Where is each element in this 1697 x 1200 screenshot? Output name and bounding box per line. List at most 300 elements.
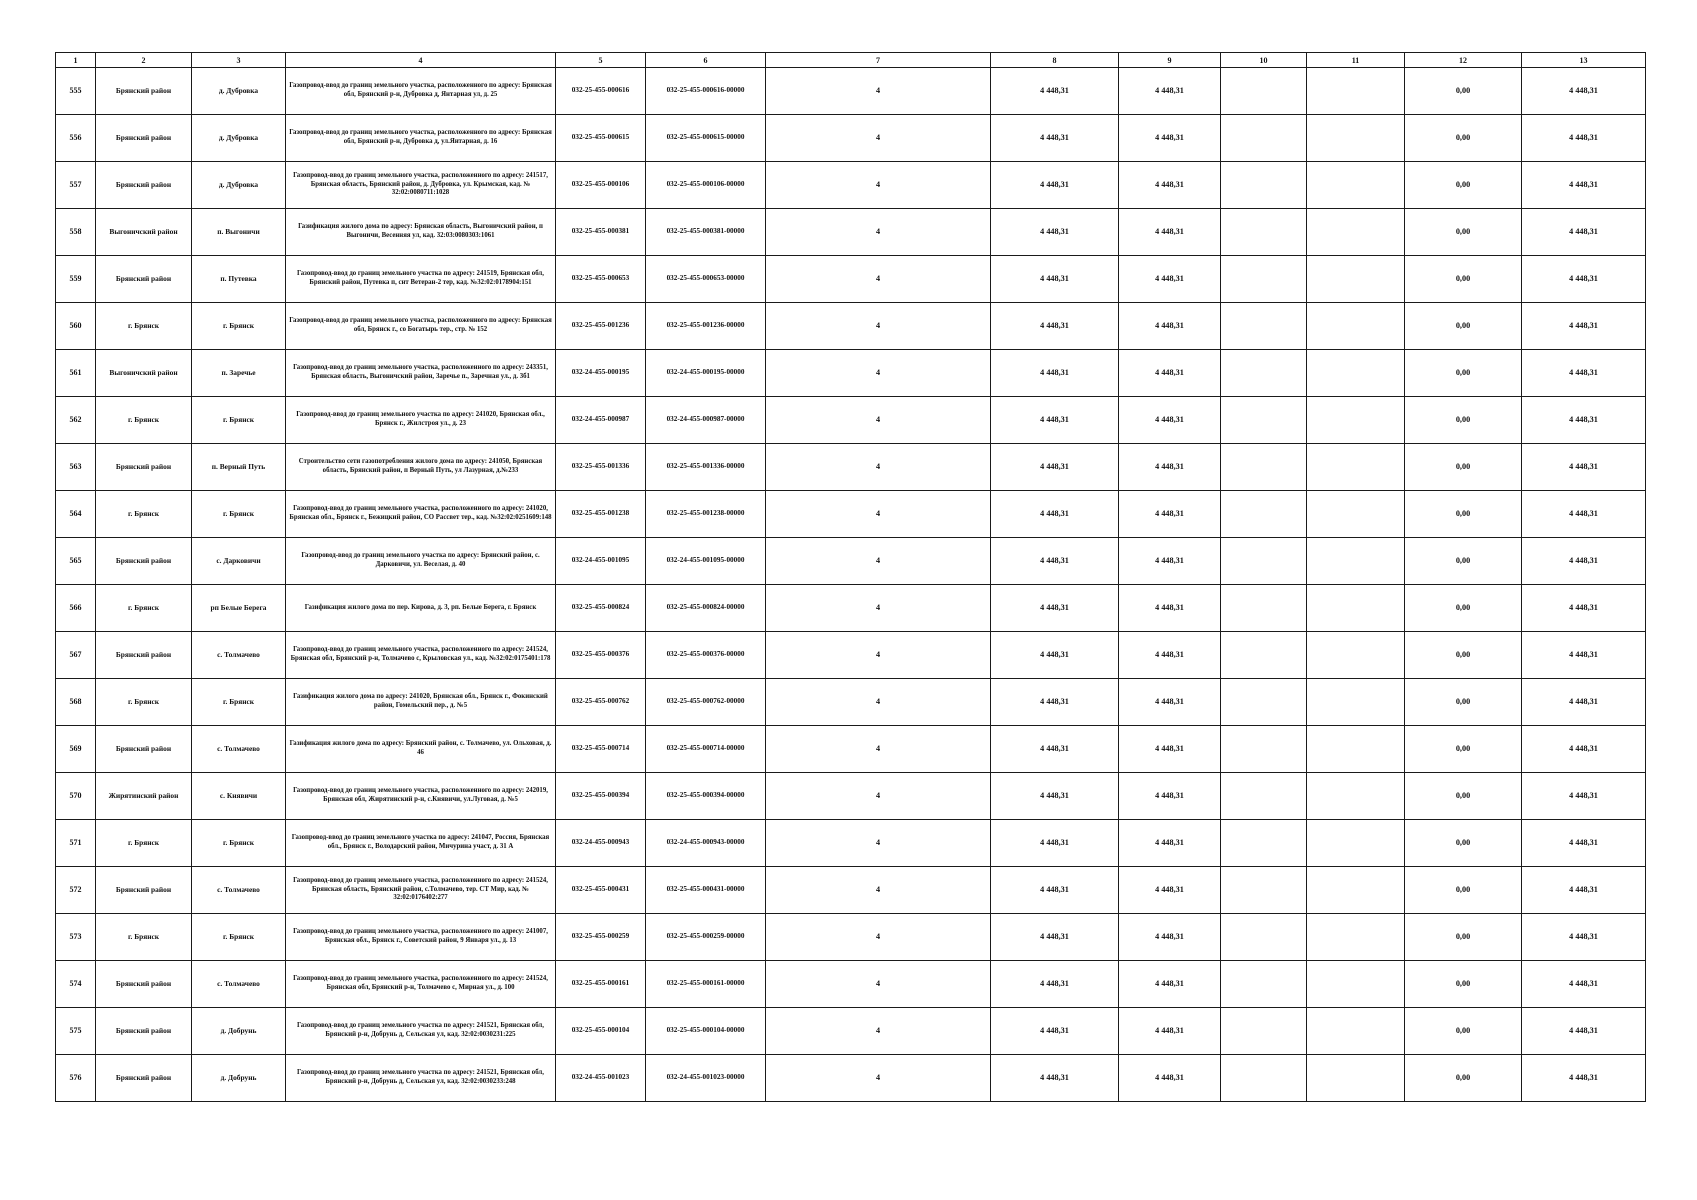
column-13-amount-cell: 4 448,31 (1522, 867, 1646, 914)
column-9-amount-cell: 4 448,31 (1119, 444, 1221, 491)
column-11-cell (1307, 444, 1405, 491)
row-number-cell: 574 (56, 961, 96, 1008)
column-7-cell: 4 (766, 867, 991, 914)
table-row (56, 1055, 1646, 1102)
object-full-code-cell: 032-25-455-000653-00000 (646, 256, 766, 303)
column-9-amount-cell: 4 448,31 (1119, 115, 1221, 162)
column-13-amount-cell: 4 448,31 (1522, 773, 1646, 820)
object-code-cell: 032-25-455-000376 (556, 632, 646, 679)
table-row (56, 209, 1646, 256)
row-number-cell: 570 (56, 773, 96, 820)
object-description-cell: Газопровод-ввод до границ земельного участка, расположенного по адресу: Брянская обл, Брянский р-н, Дубровка д, Янтарная ул, д. 25 (286, 68, 556, 115)
column-7-cell: 4 (766, 350, 991, 397)
district-cell: Брянский район (96, 68, 192, 115)
column-13-amount-cell: 4 448,31 (1522, 585, 1646, 632)
column-7-cell: 4 (766, 961, 991, 1008)
district-cell: г. Брянск (96, 585, 192, 632)
column-8-amount-cell: 4 448,31 (991, 491, 1119, 538)
column-8-amount-cell: 4 448,31 (991, 1055, 1119, 1102)
column-12-amount-cell: 0,00 (1405, 350, 1522, 397)
column-13-amount-cell: 4 448,31 (1522, 115, 1646, 162)
object-full-code-cell: 032-25-455-000104-00000 (646, 1008, 766, 1055)
settlement-cell: д. Дубровка (192, 68, 286, 115)
column-13-amount-cell: 4 448,31 (1522, 914, 1646, 961)
district-cell: Брянский район (96, 867, 192, 914)
object-code-cell: 032-25-455-000824 (556, 585, 646, 632)
object-description-cell: Газопровод-ввод до границ земельного участка, расположенного по адресу: Брянская обл, Брянский р-н, Дубровка д, ул.Янтарная, д. 16 (286, 115, 556, 162)
object-full-code-cell: 032-24-455-000987-00000 (646, 397, 766, 444)
object-full-code-cell: 032-25-455-000714-00000 (646, 726, 766, 773)
settlement-cell: г. Брянск (192, 491, 286, 538)
district-cell: г. Брянск (96, 397, 192, 444)
column-13-amount-cell: 4 448,31 (1522, 303, 1646, 350)
column-8-amount-cell: 4 448,31 (991, 914, 1119, 961)
column-13-amount-cell: 4 448,31 (1522, 491, 1646, 538)
column-9-amount-cell: 4 448,31 (1119, 632, 1221, 679)
table-row (56, 303, 1646, 350)
column-10-cell (1221, 726, 1307, 773)
column-9-amount-cell: 4 448,31 (1119, 491, 1221, 538)
column-9-amount-cell: 4 448,31 (1119, 914, 1221, 961)
column-12-amount-cell: 0,00 (1405, 303, 1522, 350)
column-9-amount-cell: 4 448,31 (1119, 1055, 1221, 1102)
object-full-code-cell: 032-25-455-001336-00000 (646, 444, 766, 491)
column-12-amount-cell: 0,00 (1405, 914, 1522, 961)
object-description-cell: Газопровод-ввод до границ земельного участка, расположенного по адресу: 241524, Брянская область, Брянский район, с.Толмачево, тер. СТ Мир, кад. № 32:02:0176402:277 (286, 867, 556, 914)
table-body (56, 68, 1646, 1102)
column-10-cell (1221, 350, 1307, 397)
settlement-cell: п. Путевка (192, 256, 286, 303)
column-7-cell: 4 (766, 1055, 991, 1102)
column-header-12: 12 (1405, 53, 1522, 68)
object-code-cell: 032-25-455-000259 (556, 914, 646, 961)
object-full-code-cell: 032-24-455-000195-00000 (646, 350, 766, 397)
column-13-amount-cell: 4 448,31 (1522, 538, 1646, 585)
column-10-cell (1221, 820, 1307, 867)
column-10-cell (1221, 773, 1307, 820)
district-cell: Брянский район (96, 256, 192, 303)
table-row (56, 115, 1646, 162)
column-7-cell: 4 (766, 209, 991, 256)
column-11-cell (1307, 491, 1405, 538)
column-8-amount-cell: 4 448,31 (991, 961, 1119, 1008)
column-10-cell (1221, 68, 1307, 115)
object-description-cell: Газопровод-ввод до границ земельного участка, расположенного по адресу: 243351, Брянская область, Выгоничский район, Заречье п., Заречная ул., д. 3б1 (286, 350, 556, 397)
column-9-amount-cell: 4 448,31 (1119, 68, 1221, 115)
column-11-cell (1307, 256, 1405, 303)
column-9-amount-cell: 4 448,31 (1119, 961, 1221, 1008)
column-header-2: 2 (96, 53, 192, 68)
object-code-cell: 032-24-455-001095 (556, 538, 646, 585)
column-13-amount-cell: 4 448,31 (1522, 350, 1646, 397)
column-11-cell (1307, 303, 1405, 350)
object-code-cell: 032-25-455-000381 (556, 209, 646, 256)
table-row (56, 350, 1646, 397)
district-cell: г. Брянск (96, 679, 192, 726)
column-10-cell (1221, 303, 1307, 350)
object-code-cell: 032-25-455-000616 (556, 68, 646, 115)
table-row (56, 867, 1646, 914)
column-header-10: 10 (1221, 53, 1307, 68)
object-description-cell: Газопровод-ввод до границ земельного участка по адресу: 241047, Россия, Брянская обл., Брянск г., Володарский район, Мичурина участ, д. 31 А (286, 820, 556, 867)
object-code-cell: 032-25-455-000106 (556, 162, 646, 209)
object-full-code-cell: 032-25-455-000259-00000 (646, 914, 766, 961)
column-13-amount-cell: 4 448,31 (1522, 444, 1646, 491)
settlement-cell: д. Добрунь (192, 1055, 286, 1102)
object-full-code-cell: 032-24-455-000943-00000 (646, 820, 766, 867)
row-number-cell: 576 (56, 1055, 96, 1102)
column-11-cell (1307, 162, 1405, 209)
column-7-cell: 4 (766, 726, 991, 773)
row-number-cell: 573 (56, 914, 96, 961)
object-code-cell: 032-25-455-000762 (556, 679, 646, 726)
settlement-cell: с. Толмачево (192, 961, 286, 1008)
column-11-cell (1307, 538, 1405, 585)
column-8-amount-cell: 4 448,31 (991, 68, 1119, 115)
column-header-6: 6 (646, 53, 766, 68)
column-9-amount-cell: 4 448,31 (1119, 726, 1221, 773)
column-9-amount-cell: 4 448,31 (1119, 303, 1221, 350)
column-10-cell (1221, 867, 1307, 914)
header-row (56, 53, 1646, 68)
object-description-cell: Газопровод-ввод до границ земельного участка, расположенного по адресу: 241517, Брянская область, Брянский район, д. Дубровка, ул. Крымская, кад. № 32:02:0080711:1028 (286, 162, 556, 209)
object-description-cell: Газификация жилого дома по адресу: Брянская область, Выгоничский район, п Выгоничи, Весенняя ул, кад. 32:03:0080303:1061 (286, 209, 556, 256)
row-number-cell: 564 (56, 491, 96, 538)
column-7-cell: 4 (766, 491, 991, 538)
column-header-7: 7 (766, 53, 991, 68)
column-9-amount-cell: 4 448,31 (1119, 585, 1221, 632)
settlement-cell: г. Брянск (192, 397, 286, 444)
district-cell: г. Брянск (96, 914, 192, 961)
settlement-cell: с. Толмачево (192, 632, 286, 679)
settlement-cell: г. Брянск (192, 820, 286, 867)
district-cell: Брянский район (96, 961, 192, 1008)
column-12-amount-cell: 0,00 (1405, 115, 1522, 162)
column-13-amount-cell: 4 448,31 (1522, 256, 1646, 303)
object-full-code-cell: 032-25-455-000616-00000 (646, 68, 766, 115)
object-code-cell: 032-25-455-000394 (556, 773, 646, 820)
column-7-cell: 4 (766, 820, 991, 867)
column-8-amount-cell: 4 448,31 (991, 1008, 1119, 1055)
column-12-amount-cell: 0,00 (1405, 209, 1522, 256)
column-11-cell (1307, 397, 1405, 444)
district-cell: Брянский район (96, 115, 192, 162)
column-11-cell (1307, 68, 1405, 115)
object-code-cell: 032-24-455-000195 (556, 350, 646, 397)
column-header-5: 5 (556, 53, 646, 68)
object-code-cell: 032-25-455-001236 (556, 303, 646, 350)
column-12-amount-cell: 0,00 (1405, 773, 1522, 820)
settlement-cell: д. Дубровка (192, 115, 286, 162)
column-11-cell (1307, 679, 1405, 726)
object-description-cell: Газопровод-ввод до границ земельного участка, расположенного по адресу: 241524, Брянская обл, Брянский р-н, Толмачево с, Крыловская ул., кад. №32:02:0175401:178 (286, 632, 556, 679)
column-header-8: 8 (991, 53, 1119, 68)
column-11-cell (1307, 914, 1405, 961)
column-9-amount-cell: 4 448,31 (1119, 773, 1221, 820)
column-8-amount-cell: 4 448,31 (991, 632, 1119, 679)
column-7-cell: 4 (766, 115, 991, 162)
object-code-cell: 032-25-455-000161 (556, 961, 646, 1008)
object-full-code-cell: 032-25-455-001236-00000 (646, 303, 766, 350)
row-number-cell: 569 (56, 726, 96, 773)
table-row (56, 491, 1646, 538)
column-9-amount-cell: 4 448,31 (1119, 209, 1221, 256)
table-row (56, 162, 1646, 209)
table-row (56, 632, 1646, 679)
table-row (56, 1008, 1646, 1055)
district-cell: Брянский район (96, 1055, 192, 1102)
column-10-cell (1221, 538, 1307, 585)
row-number-cell: 566 (56, 585, 96, 632)
column-13-amount-cell: 4 448,31 (1522, 209, 1646, 256)
column-8-amount-cell: 4 448,31 (991, 726, 1119, 773)
district-cell: г. Брянск (96, 820, 192, 867)
settlement-cell: с. Толмачево (192, 726, 286, 773)
object-full-code-cell: 032-25-455-000824-00000 (646, 585, 766, 632)
column-8-amount-cell: 4 448,31 (991, 867, 1119, 914)
column-11-cell (1307, 820, 1405, 867)
column-10-cell (1221, 1008, 1307, 1055)
register-table (55, 52, 1646, 1102)
column-13-amount-cell: 4 448,31 (1522, 632, 1646, 679)
column-8-amount-cell: 4 448,31 (991, 397, 1119, 444)
settlement-cell: п. Заречье (192, 350, 286, 397)
column-13-amount-cell: 4 448,31 (1522, 961, 1646, 1008)
object-full-code-cell: 032-25-455-001238-00000 (646, 491, 766, 538)
object-description-cell: Газопровод-ввод до границ земельного участка по адресу: Брянский район, с. Дарковичи, ул. Веселая, д. 40 (286, 538, 556, 585)
column-11-cell (1307, 632, 1405, 679)
column-13-amount-cell: 4 448,31 (1522, 820, 1646, 867)
column-9-amount-cell: 4 448,31 (1119, 679, 1221, 726)
column-9-amount-cell: 4 448,31 (1119, 350, 1221, 397)
row-number-cell: 561 (56, 350, 96, 397)
column-11-cell (1307, 1055, 1405, 1102)
district-cell: Брянский район (96, 538, 192, 585)
column-13-amount-cell: 4 448,31 (1522, 726, 1646, 773)
settlement-cell: п. Выгоничи (192, 209, 286, 256)
column-7-cell: 4 (766, 68, 991, 115)
object-code-cell: 032-25-455-000104 (556, 1008, 646, 1055)
column-7-cell: 4 (766, 162, 991, 209)
column-12-amount-cell: 0,00 (1405, 491, 1522, 538)
column-header-4: 4 (286, 53, 556, 68)
settlement-cell: д. Добрунь (192, 1008, 286, 1055)
object-full-code-cell: 032-25-455-000376-00000 (646, 632, 766, 679)
row-number-cell: 571 (56, 820, 96, 867)
column-12-amount-cell: 0,00 (1405, 538, 1522, 585)
table-row (56, 585, 1646, 632)
row-number-cell: 565 (56, 538, 96, 585)
column-10-cell (1221, 632, 1307, 679)
row-number-cell: 562 (56, 397, 96, 444)
object-full-code-cell: 032-25-455-000394-00000 (646, 773, 766, 820)
row-number-cell: 572 (56, 867, 96, 914)
object-full-code-cell: 032-25-455-000106-00000 (646, 162, 766, 209)
column-12-amount-cell: 0,00 (1405, 632, 1522, 679)
column-11-cell (1307, 585, 1405, 632)
row-number-cell: 558 (56, 209, 96, 256)
column-8-amount-cell: 4 448,31 (991, 162, 1119, 209)
column-8-amount-cell: 4 448,31 (991, 444, 1119, 491)
column-11-cell (1307, 209, 1405, 256)
row-number-cell: 575 (56, 1008, 96, 1055)
column-7-cell: 4 (766, 914, 991, 961)
column-10-cell (1221, 162, 1307, 209)
column-8-amount-cell: 4 448,31 (991, 350, 1119, 397)
object-code-cell: 032-25-455-000714 (556, 726, 646, 773)
object-description-cell: Газопровод-ввод до границ земельного участка, расположенного по адресу: Брянская обл, Брянск г., со Богатырь тер., стр. № 152 (286, 303, 556, 350)
settlement-cell: рп Белые Берега (192, 585, 286, 632)
district-cell: Брянский район (96, 444, 192, 491)
column-10-cell (1221, 914, 1307, 961)
object-description-cell: Газопровод-ввод до границ земельного участка, расположенного по адресу: 242019, Брянская обл, Жирятинский р-н, с.Княвичи, ул.Луговая, д. №5 (286, 773, 556, 820)
column-8-amount-cell: 4 448,31 (991, 209, 1119, 256)
column-8-amount-cell: 4 448,31 (991, 679, 1119, 726)
column-10-cell (1221, 585, 1307, 632)
district-cell: Брянский район (96, 162, 192, 209)
column-7-cell: 4 (766, 679, 991, 726)
district-cell: Выгоничский район (96, 350, 192, 397)
object-full-code-cell: 032-25-455-000431-00000 (646, 867, 766, 914)
column-12-amount-cell: 0,00 (1405, 1055, 1522, 1102)
column-11-cell (1307, 867, 1405, 914)
object-description-cell: Газификация жилого дома по адресу: 241020, Брянская обл., Брянск г., Фокинский район, Гомельский пер., д. №5 (286, 679, 556, 726)
column-13-amount-cell: 4 448,31 (1522, 68, 1646, 115)
column-header-13: 13 (1522, 53, 1646, 68)
settlement-cell: п. Верный Путь (192, 444, 286, 491)
table-row (56, 726, 1646, 773)
column-12-amount-cell: 0,00 (1405, 397, 1522, 444)
settlement-cell: с. Толмачево (192, 867, 286, 914)
column-12-amount-cell: 0,00 (1405, 820, 1522, 867)
object-description-cell: Газификация жилого дома по адресу: Брянский район, с. Толмачево, ул. Ольховая, д. 46 (286, 726, 556, 773)
column-9-amount-cell: 4 448,31 (1119, 162, 1221, 209)
column-11-cell (1307, 1008, 1405, 1055)
object-full-code-cell: 032-24-455-001023-00000 (646, 1055, 766, 1102)
column-7-cell: 4 (766, 538, 991, 585)
column-8-amount-cell: 4 448,31 (991, 773, 1119, 820)
row-number-cell: 559 (56, 256, 96, 303)
row-number-cell: 568 (56, 679, 96, 726)
column-7-cell: 4 (766, 256, 991, 303)
column-10-cell (1221, 1055, 1307, 1102)
column-header-9: 9 (1119, 53, 1221, 68)
object-code-cell: 032-25-455-001238 (556, 491, 646, 538)
row-number-cell: 560 (56, 303, 96, 350)
object-full-code-cell: 032-24-455-001095-00000 (646, 538, 766, 585)
column-13-amount-cell: 4 448,31 (1522, 162, 1646, 209)
district-cell: Выгоничский район (96, 209, 192, 256)
table-row (56, 397, 1646, 444)
column-7-cell: 4 (766, 773, 991, 820)
column-7-cell: 4 (766, 632, 991, 679)
column-12-amount-cell: 0,00 (1405, 867, 1522, 914)
column-9-amount-cell: 4 448,31 (1119, 1008, 1221, 1055)
column-7-cell: 4 (766, 397, 991, 444)
column-8-amount-cell: 4 448,31 (991, 303, 1119, 350)
column-13-amount-cell: 4 448,31 (1522, 397, 1646, 444)
column-11-cell (1307, 350, 1405, 397)
column-12-amount-cell: 0,00 (1405, 679, 1522, 726)
column-12-amount-cell: 0,00 (1405, 162, 1522, 209)
column-10-cell (1221, 115, 1307, 162)
object-description-cell: Газопровод-ввод до границ земельного участка по адресу: 241519, Брянская обл, Брянский район, Путевка п, снт Ветеран-2 тер, кад. №32:02:0178904:151 (286, 256, 556, 303)
column-9-amount-cell: 4 448,31 (1119, 538, 1221, 585)
object-full-code-cell: 032-25-455-000762-00000 (646, 679, 766, 726)
column-9-amount-cell: 4 448,31 (1119, 397, 1221, 444)
column-7-cell: 4 (766, 444, 991, 491)
object-code-cell: 032-24-455-001023 (556, 1055, 646, 1102)
row-number-cell: 563 (56, 444, 96, 491)
column-12-amount-cell: 0,00 (1405, 961, 1522, 1008)
district-cell: г. Брянск (96, 303, 192, 350)
column-10-cell (1221, 679, 1307, 726)
column-10-cell (1221, 397, 1307, 444)
object-code-cell: 032-25-455-000615 (556, 115, 646, 162)
object-code-cell: 032-25-455-000653 (556, 256, 646, 303)
table-row (56, 538, 1646, 585)
object-description-cell: Газификация жилого дома по пер. Кирова, д. 3, рп. Белые Берега, г. Брянск (286, 585, 556, 632)
table-row (56, 256, 1646, 303)
column-13-amount-cell: 4 448,31 (1522, 1055, 1646, 1102)
table-row (56, 820, 1646, 867)
settlement-cell: с. Дарковичи (192, 538, 286, 585)
column-7-cell: 4 (766, 303, 991, 350)
column-12-amount-cell: 0,00 (1405, 68, 1522, 115)
settlement-cell: с. Княвичи (192, 773, 286, 820)
settlement-cell: г. Брянск (192, 914, 286, 961)
column-7-cell: 4 (766, 1008, 991, 1055)
object-code-cell: 032-24-455-000987 (556, 397, 646, 444)
district-cell: г. Брянск (96, 491, 192, 538)
column-10-cell (1221, 256, 1307, 303)
column-8-amount-cell: 4 448,31 (991, 585, 1119, 632)
column-8-amount-cell: 4 448,31 (991, 256, 1119, 303)
column-11-cell (1307, 961, 1405, 1008)
district-cell: Брянский район (96, 1008, 192, 1055)
column-10-cell (1221, 961, 1307, 1008)
column-12-amount-cell: 0,00 (1405, 1008, 1522, 1055)
column-11-cell (1307, 773, 1405, 820)
column-9-amount-cell: 4 448,31 (1119, 256, 1221, 303)
object-description-cell: Газопровод-ввод до границ земельного участка по адресу: 241020, Брянская обл., Брянск г., Жилстроя ул., д. 23 (286, 397, 556, 444)
settlement-cell: г. Брянск (192, 679, 286, 726)
table-row (56, 961, 1646, 1008)
column-10-cell (1221, 444, 1307, 491)
column-8-amount-cell: 4 448,31 (991, 820, 1119, 867)
object-full-code-cell: 032-25-455-000161-00000 (646, 961, 766, 1008)
object-full-code-cell: 032-25-455-000615-00000 (646, 115, 766, 162)
column-12-amount-cell: 0,00 (1405, 256, 1522, 303)
column-12-amount-cell: 0,00 (1405, 726, 1522, 773)
object-description-cell: Строительство сети газопотребления жилого дома по адресу: 241050, Брянская область, Брянский район, п Верный Путь, ул Лазурная, д.№233 (286, 444, 556, 491)
object-full-code-cell: 032-25-455-000381-00000 (646, 209, 766, 256)
column-header-1: 1 (56, 53, 96, 68)
column-10-cell (1221, 491, 1307, 538)
object-description-cell: Газопровод-ввод до границ земельного участка, расположенного по адресу: 241007, Брянская обл., Брянск г., Советский район, 9 Января ул., д. 13 (286, 914, 556, 961)
district-cell: Брянский район (96, 726, 192, 773)
object-description-cell: Газопровод-ввод до границ земельного участка по адресу: 241521, Брянская обл, Брянский р-н, Добрунь д, Сельская ул, кад. 32:02:0030231:225 (286, 1008, 556, 1055)
table-row (56, 68, 1646, 115)
object-description-cell: Газопровод-ввод до границ земельного участка по адресу: 241521, Брянская обл, Брянский р-н, Добрунь д, Сельская ул, кад. 32:02:0030233:248 (286, 1055, 556, 1102)
object-code-cell: 032-24-455-000943 (556, 820, 646, 867)
row-number-cell: 567 (56, 632, 96, 679)
column-13-amount-cell: 4 448,31 (1522, 1008, 1646, 1055)
column-header-3: 3 (192, 53, 286, 68)
district-cell: Жирятинский район (96, 773, 192, 820)
table-row (56, 914, 1646, 961)
object-code-cell: 032-25-455-000431 (556, 867, 646, 914)
